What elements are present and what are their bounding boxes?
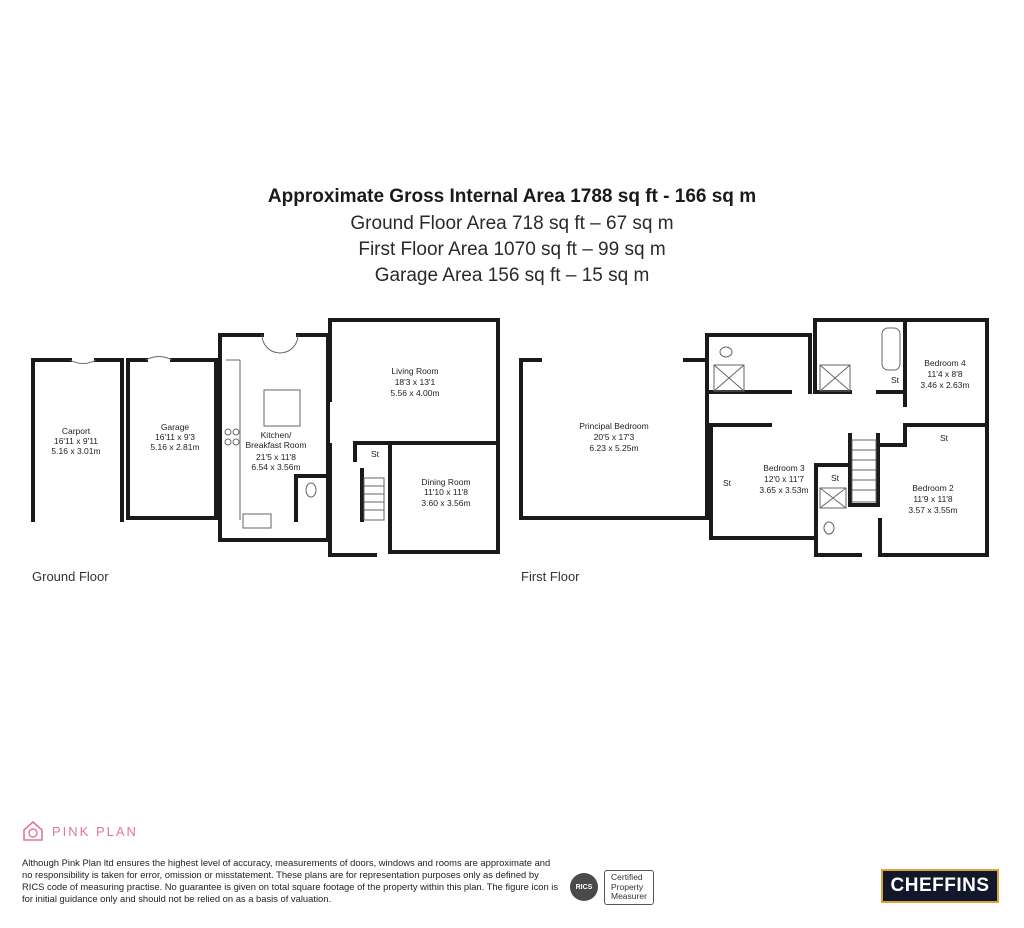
gross-area-title: Approximate Gross Internal Area 1788 sq ft - 166 sq m: [267, 186, 757, 207]
ground-floor-caption: Ground Floor: [32, 569, 109, 584]
house-icon: [22, 820, 44, 842]
ground-store-label: St: [370, 449, 380, 459]
rics-badge: [570, 870, 654, 905]
stairs-ground: [364, 478, 384, 520]
dining-metric: 3.60 x 3.56m: [421, 498, 471, 508]
bedroom2-store-label: St: [939, 433, 949, 443]
rics-certified-box: [604, 870, 654, 905]
garage-imperial: 16'11 x 9'3: [155, 432, 195, 442]
living-metric: 5.56 x 4.00m: [390, 388, 440, 398]
room-labels: [51, 358, 969, 515]
kitchen-sink: [243, 514, 271, 528]
kitchen-name-2: Breakfast Room: [245, 440, 307, 450]
cheffins-logo: CHEFFINS: [881, 869, 999, 903]
bath-icon: [882, 328, 900, 370]
living-imperial: 18'3 x 13'1: [394, 377, 436, 387]
bedroom3-name: Bedroom 3: [763, 463, 805, 473]
rics-line-2: Property: [611, 881, 644, 892]
kitchen-metric: 6.54 x 3.56m: [251, 462, 301, 472]
carport-door-swing: [70, 360, 96, 363]
bedroom4-metric: 3.46 x 2.63m: [920, 380, 970, 390]
garage-area: Garage Area 156 sq ft – 15 sq m: [374, 265, 650, 286]
kitchen-door-swing: [262, 335, 298, 353]
upper-bath-walls: [707, 320, 905, 395]
first-floor-area: First Floor Area 1070 sq ft – 99 sq m: [358, 239, 666, 260]
bedroom3-store-label: St: [722, 478, 732, 488]
bedroom2-walls: [816, 425, 987, 555]
kitchen-name-1: Kitchen/: [260, 430, 292, 440]
pink-plan-logo: [22, 820, 138, 842]
garage-door-swing: [146, 357, 172, 360]
bedroom2-name: Bedroom 2: [912, 483, 954, 493]
kitchen-island: [264, 390, 300, 426]
bedroom2-imperial: 11'9 x 11'8: [913, 494, 953, 504]
bedroom2-metric: 3.57 x 3.55m: [908, 505, 958, 515]
brand-name: PINK PLAN: [52, 823, 138, 839]
garage-name: Garage: [160, 422, 190, 432]
principal-name: Principal Bedroom: [579, 421, 649, 431]
first-floor-caption: First Floor: [521, 569, 580, 584]
dining-name: Dining Room: [421, 477, 471, 487]
bedroom4-imperial: 11'4 x 8'8: [927, 369, 963, 379]
carport-name: Carport: [61, 426, 91, 436]
garage-metric: 5.16 x 2.81m: [150, 442, 200, 452]
disclaimer-text: Although Pink Plan ltd ensures the highest level of accuracy, measurements of doors, windows and rooms are approximate and no responsibility is taken for error, omission or misstatement. These plans are for representation purposes only as defined by RICS code of measuring practise. No guarantee is given on total square footage of the property within this plan. The figure icon is for initial guidance only and should not be relied on as a basis of valuation.: [22, 857, 559, 904]
kitchen-imperial: 21'5 x 11'8: [256, 452, 296, 462]
carport-metric: 5.16 x 3.01m: [51, 446, 101, 456]
rics-line-3: Measurer: [611, 891, 647, 901]
landing-store-label: St: [830, 473, 840, 483]
dining-imperial: 11'10 x 11'8: [423, 487, 469, 497]
living-name: Living Room: [391, 366, 439, 376]
bedroom3-metric: 3.65 x 3.53m: [759, 485, 809, 495]
principal-imperial: 20'5 x 17'3: [593, 432, 635, 442]
bedroom4-name: Bedroom 4: [924, 358, 966, 368]
bedroom4-store-label: St: [890, 375, 900, 385]
toilet-2: [824, 522, 834, 534]
principal-metric: 6.23 x 5.25m: [589, 443, 639, 453]
carport-imperial: 16'11 x 9'11: [53, 436, 99, 446]
stairs-first: [852, 440, 876, 502]
ensuite-toilet: [720, 347, 732, 357]
bedroom3-imperial: 12'0 x 11'7: [764, 474, 804, 484]
rics-line-1: Certified: [611, 872, 643, 882]
rics-seal-icon: RICS: [570, 873, 598, 901]
ground-floor-area: Ground Floor Area 718 sq ft – 67 sq m: [350, 213, 674, 234]
toilet-icon: [306, 483, 316, 497]
